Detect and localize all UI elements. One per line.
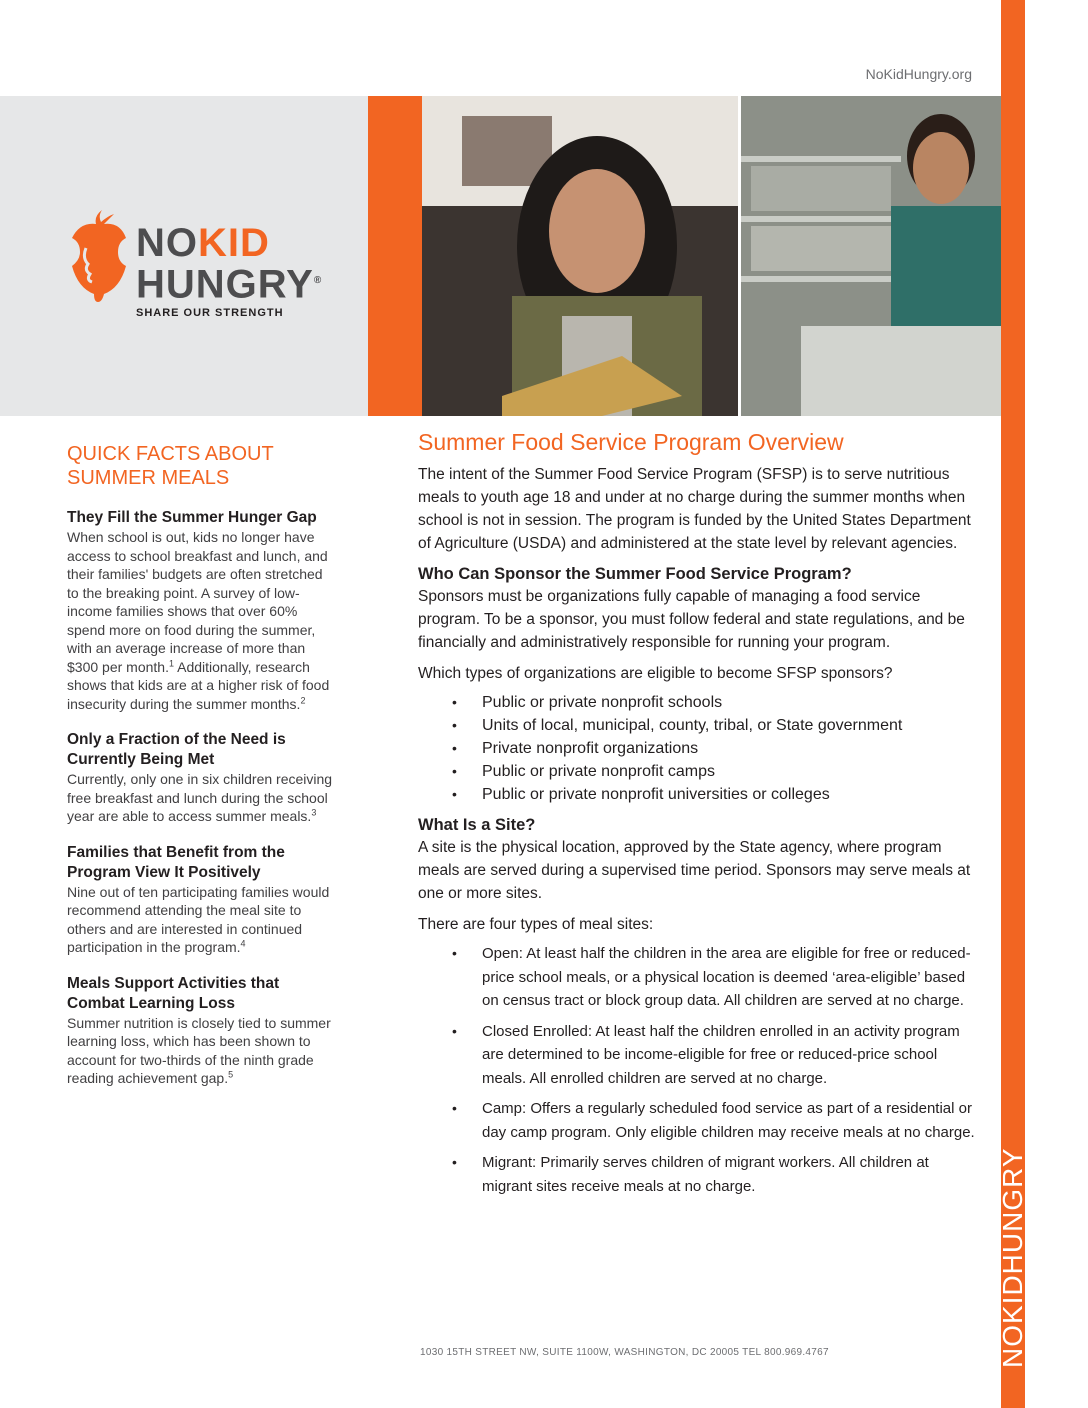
logo-hungry: HUNGRY <box>136 262 314 307</box>
program-overview-column <box>418 427 978 1205</box>
fact-body: When school is out, kids no longer have access to school breakfast and lunch, and their families' budgets are often stretched to the breaking point. A survey of low-income families shows that over 60% spend more on food during the summer, with an average increase of more than $300 per month.$^1$ Additionally, research shows that kids are at a higher risk of food insecurity during the summer months.$^2$ <box>67 529 330 712</box>
site-type-name: Closed Enrolled <box>482 1022 588 1040</box>
footer-address: 1030 15TH STREET NW, SUITE 1100W, WASHINGTON, DC 20005 TEL 800.969.4767 <box>420 1347 829 1358</box>
site-types-list <box>418 942 978 1198</box>
fact-item <box>67 843 335 957</box>
site-paragraph: A site is the physical location, approved by the State agency, where program meals are served during a supervised time period. Sponsors may serve meals at one or more sites. <box>418 839 971 902</box>
footnote-ref: 4 <box>240 938 246 949</box>
list-item: • Units of local, municipal, county, tribal, or State government <box>482 714 978 737</box>
fact-title: Only a Fraction of the Need is Currently Being Met <box>67 731 286 768</box>
list-item: • Public or private nonprofit camps <box>482 760 978 783</box>
list-item: • Closed Enrolled: At least half the children enrolled in an activity program are determined to be income-eligible for free or reduced-price school meals. All enrolled children are served at no charge. <box>482 1020 978 1091</box>
header-accent-strip <box>368 96 422 416</box>
header-band <box>0 96 1001 416</box>
photo-girl-eating-graphic <box>422 96 738 416</box>
sponsor-paragraph: Sponsors must be organizations fully capable of managing a food service program. To be a sponsor, you must follow federal and state regulations, and be financially and administratively responsible for running your program. <box>418 588 965 651</box>
fact-title: Families that Benefit from the Program View It Positively <box>67 843 285 881</box>
logo-wordmark <box>136 221 323 320</box>
footnote-ref: 5 <box>228 1069 234 1080</box>
quick-facts-column <box>67 442 335 1105</box>
eligible-question: Which types of organizations are eligible to become SFSP sponsors? <box>418 665 893 682</box>
site-type-name: Camp <box>482 1100 523 1117</box>
side-brand-vertical <box>997 1080 1028 1370</box>
fact-body: Summer nutrition is closely tied to summer learning loss, which has been shown to account for two-thirds of the ninth grade reading achievement gap.$^5$ <box>67 1014 331 1086</box>
logo-kid: KID <box>198 221 270 265</box>
fact-title: Meals Support Activities that Combat Learning Loss <box>67 974 280 1012</box>
footnote-ref: 2 <box>300 694 306 705</box>
logo-tagline: SHARE OUR STRENGTH <box>136 307 284 320</box>
photo-girl-eating <box>422 96 738 416</box>
footnote-ref: 3 <box>311 807 317 818</box>
fact-body: Currently, only one in six children receiving free breakfast and lunch during the school year are able to access summer meals.$^3$ <box>67 771 333 824</box>
website-url[interactable]: NoKidHungry.org <box>865 66 972 82</box>
fact-body: Nine out of ten participating families would recommend attending the meal site to others and are interested in continued participation in the program.$^4$ <box>67 883 330 955</box>
quick-facts-heading: QUICK FACTS ABOUT SUMMER MEALS <box>67 443 274 489</box>
site-type-name: Open <box>482 945 519 962</box>
page-title: Summer Food Service Program Overview <box>418 429 844 455</box>
list-item: • Private nonprofit organizations <box>482 737 978 760</box>
list-item: • Public or private nonprofit universities or colleges <box>482 783 978 806</box>
list-item: • Open: At least half the children in the area are eligible for free or reduced-price school meals, or a physical location is deemed ‘area-eligible’ based on census tract or block group data. All children are served at no charge. <box>482 942 978 1013</box>
footnote-ref: 1 <box>168 657 174 668</box>
apple-core-icon <box>68 208 132 304</box>
logo-no: NO <box>136 221 198 265</box>
fact-item <box>67 508 335 713</box>
fact-title: They Fill the Summer Hunger Gap <box>67 509 317 526</box>
photo-boy-kitchen <box>741 96 1001 416</box>
eligible-list <box>418 691 978 806</box>
logo-panel <box>0 96 368 416</box>
site-type-name: Migrant <box>482 1154 533 1171</box>
registered-mark: ® <box>313 275 323 286</box>
side-brand-label: NOKIDHUNGRY <box>997 1147 1028 1368</box>
side-brand-text-graphic <box>997 1080 1028 1370</box>
photo-boy-kitchen-graphic <box>741 96 1001 416</box>
sponsor-heading: Who Can Sponsor the Summer Food Service Program? <box>418 565 852 583</box>
list-item: • Public or private nonprofit schools <box>482 691 978 714</box>
fact-item <box>67 730 335 826</box>
list-item: • Migrant: Primarily serves children of migrant workers. All children at migrant sites receive meals at no charge. <box>482 1151 978 1198</box>
site-types-intro: There are four types of meal sites: <box>418 916 654 933</box>
list-item: • Camp: Offers a regularly scheduled food service as part of a residential or day camp program. Only eligible children may receive meals at no charge. <box>482 1097 978 1144</box>
fact-item <box>67 974 335 1088</box>
site-heading: What Is a Site? <box>418 816 536 834</box>
intro-paragraph: The intent of the Summer Food Service Program (SFSP) is to serve nutritious meals to youth age 18 and under at no charge during the summer months when school is not in session. The program is funded by the United States Department of Agriculture (USDA) and administered at the state level by relevant agencies. <box>418 466 971 552</box>
